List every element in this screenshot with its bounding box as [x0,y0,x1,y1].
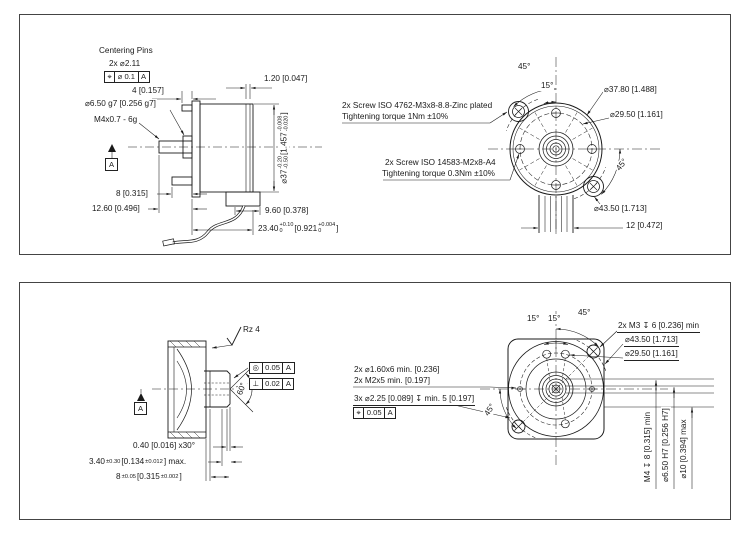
fcf-tolerance: ⌀ 0.1 [114,72,137,82]
tol-upper: +0.004 [318,222,336,228]
fcf-runout [249,362,295,374]
angle-15b: 15° [548,314,561,323]
note-screw1-line2: Tightening torque 1Nm ±10% [342,112,449,121]
dim-body-diameter [278,111,289,184]
tolerance-stack [278,156,289,169]
pins-quantity: 2x ⌀2.11 [109,59,141,68]
concentricity-symbol: ◎ [252,363,260,372]
dim-close: ] max. [163,457,187,466]
tol-lower: 0 [279,227,283,234]
fcf-tolerance: 0.05 [363,408,384,418]
tolerance-stack [280,223,294,234]
dim-value: 23.40 [258,223,279,233]
dim-650h7-bore: ⌀6.50 H7 [0.256 H7] [661,408,670,482]
dim-334-max [88,457,187,467]
tol-upper: -0.008 [277,115,284,132]
dia-3780: ⌀37.80 [1.488] [604,85,657,94]
dia-4350: ⌀43.50 [1.713] [594,204,647,213]
surface-finish: Rz 4 [243,325,260,334]
dim-close: ] [179,472,182,481]
datum-letter: A [138,404,144,413]
datum-flag-a2 [134,402,147,415]
angle-15: 15° [541,81,554,90]
position-symbol: ⌖ [107,72,112,81]
dim-cover-thickness: 1.20 [0.047] [264,74,308,83]
fcf-datum: A [384,408,395,418]
tol-inline: ±0.012 [145,459,163,465]
datum-flag-a [105,158,118,171]
note-screw2-line2: Tightening torque 0.3Nm ±10% [382,169,495,178]
dia-2950: ⌀29.50 [1.161] [610,110,663,119]
dim-close: ] [279,112,288,115]
fcf-position-holes [353,407,396,419]
fcf-datum: A [282,379,293,389]
dim-shaft-1260: 12.60 [0.496] [92,204,140,213]
angle-45-top: 45° [578,308,591,317]
dim-cable-width: 12 [0.472] [626,221,663,230]
tolerance-stack [278,116,289,132]
position-symbol: ⌖ [356,408,361,417]
angle-60: 60° [235,381,248,397]
sheet-top [19,14,731,255]
fcf-tolerance: 0.05 [262,363,283,373]
fcf-datum: A [138,72,149,82]
fcf-tolerance: 0.02 [262,379,283,389]
tol-lower: -0.50 [283,156,289,169]
tol-inline: ±0.30 [105,459,121,465]
dim-inch: [0.315 [137,472,160,481]
perpendicularity-symbol: ⊥ [252,379,260,388]
tol-upper: -0.20 [277,156,284,169]
dim-pilot-diameter: ⌀6.50 g7 [0.256 g7] [85,99,156,108]
dim-chamfer: 0.40 [0.016] x30° [133,441,195,450]
note-hole2: 2x M2x5 min. [0.197] [354,376,430,385]
dim-rear-960: 9.60 [0.378] [265,206,309,215]
note-screw1-line1: 2x Screw ISO 4762-M3x8-8.8-Zinc plated [342,101,493,110]
dim-m4-thread: M4 ↧ 8 [0.315] min [643,411,652,483]
dim-inch: [0.134 [121,457,145,466]
sheet-bottom [19,282,731,520]
dim-close: ] [336,223,339,233]
tol-inline: ±0.002 [160,474,179,480]
dia-2950-flange: ⌀29.50 [1.161] [624,349,679,361]
tol-upper: +0.10 [279,222,294,228]
angle-45-right: 45° [614,157,629,173]
centering-pins-title: Centering Pins [99,46,153,55]
fcf-datum: A [282,363,293,373]
angle-15a: 15° [527,314,540,323]
datum-letter: A [109,160,115,169]
tolerance-stack [318,223,335,234]
dim-len8 [115,472,183,482]
dim-value: 8 [116,472,121,481]
tol-lower: 0 [318,227,322,234]
tol-inline: ±0.05 [121,474,137,480]
note-screw2-line1: 2x Screw ISO 14583-M2x8-A4 [385,158,496,167]
dim-total-length [257,223,339,234]
thread-spec: M4x0.7 - 6g [94,115,138,124]
angle-45-top: 45° [518,62,531,71]
fcf-perpendicularity [249,378,294,390]
note-hole1: 2x ⌀1.60x6 min. [0.236] [354,365,440,374]
note-m3: 2x M3 ↧ 6 [0.236] min [617,321,700,333]
tol-lower: -0.020 [283,115,289,132]
dia-4350-flange: ⌀43.50 [1.713] [624,335,679,347]
dim-value: 3.40 [89,457,105,466]
dim-inch: [0.921 [294,223,318,233]
angle-45-left: 45° [482,402,497,418]
dim-pin-length: 4 [0.157] [132,86,164,95]
dim-inch: [1.457 [279,132,288,156]
fcf-pins-position [104,71,150,83]
dim-10-max: ⌀10 [0.394] max [679,419,688,479]
note-hole3: 3x ⌀2.25 [0.089] ↧ min. 5 [0.197] [353,394,475,406]
dim-shaft-8: 8 [0.315] [116,189,148,198]
dim-value: ⌀37 [279,169,288,184]
